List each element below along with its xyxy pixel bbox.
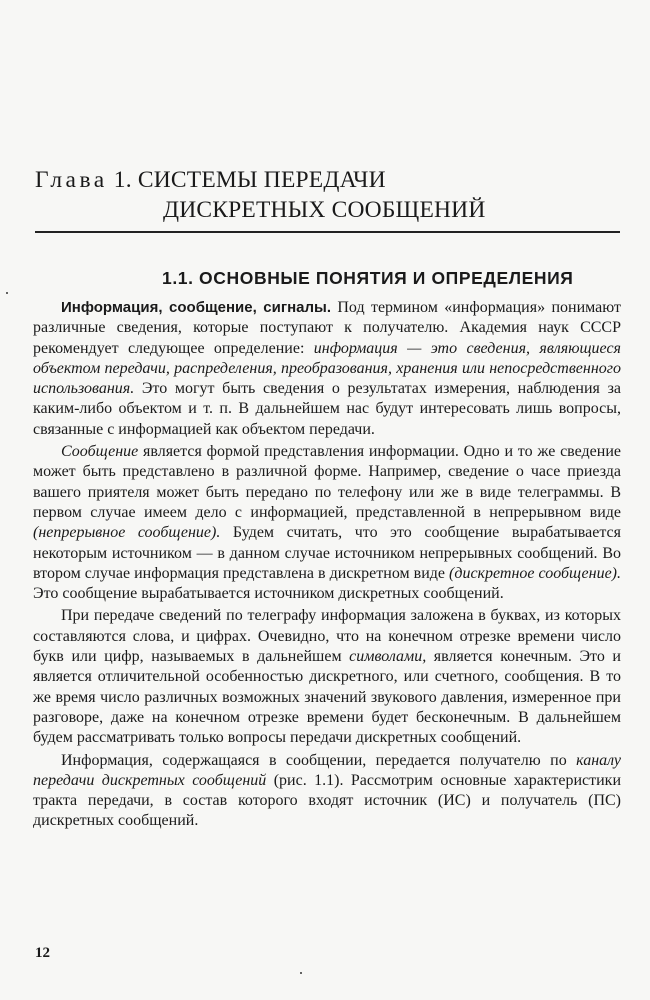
section-title: 1.1. ОСНОВНЫЕ ПОНЯТИЯ И ОПРЕДЕЛЕНИЯ xyxy=(162,268,574,288)
paragraph-2-text-a: является формой представления информации. Одно и то же сведение может быть представлено в различной форме. Например, сведение о часе приезда вашего приятеля может быть передано по телефону или же в виде телеграммы. В первом случае имеем дело с информацией, представленной в непрерывном виде xyxy=(33,443,621,521)
paragraph-3 xyxy=(33,606,621,748)
paragraph-4-italic-a: каналу передачи дискретных сообщений xyxy=(33,751,621,789)
paragraph-3-italic-a: символами, xyxy=(349,648,427,666)
scan-speck xyxy=(6,292,8,294)
paragraph-3-text-a: При передаче сведений по телеграфу информация заложена в буквах, из которых составляются слова, и цифрах. Очевидно, что на конечном отрезке времени число букв или цифр, называемых в дальнейшем xyxy=(33,607,621,666)
paragraph-1 xyxy=(33,298,621,440)
paragraph-1-text-b: Это могут быть сведения о результатах измерения, наблюдения за каким-либо объектом и т. п. В дальнейшем нас будут интересовать лишь вопросы, связанные с информацией как объектом передачи. xyxy=(33,380,621,438)
paragraph-4 xyxy=(33,751,621,832)
paragraph-2 xyxy=(33,442,621,604)
paragraph-4-text-b: (рис. 1.1). Рассмотрим основные характеристики тракта передачи, в состав которого входят источник (ИС) и получатель (ПС) дискретных сообщений. xyxy=(33,771,622,830)
paragraph-2-italic-b: (непрерывное сообщение). xyxy=(33,524,221,542)
paragraph-2-text-c: Это сообщение вырабатывается источником дискретных сообщений. xyxy=(33,585,504,603)
paragraph-1-definition: информация — это сведения, являющиеся объектом передачи, распределения, преобразования, хранения или непосредственного использования. xyxy=(33,339,621,398)
chapter-divider xyxy=(35,231,620,233)
paragraph-2-italic-a: Сообщение xyxy=(61,443,139,461)
paragraph-2-italic-c: (дискретное сообщение). xyxy=(449,564,621,582)
chapter-label: Глава xyxy=(35,167,108,193)
scan-speck xyxy=(300,972,302,974)
chapter-number: 1. xyxy=(113,167,132,193)
page-number: 12 xyxy=(35,945,50,961)
chapter-heading-line1 xyxy=(35,165,615,195)
paragraph-2-text-b: Будем считать, что это сообщение вырабатывается некоторым источником — в данном случае источником непрерывных сообщений. Во втором случае информация представлена в дискретном виде xyxy=(33,524,621,582)
chapter-heading xyxy=(35,165,615,225)
paragraph-4-text-a: Информация, содержащаяся в сообщении, передается получателю по xyxy=(61,751,577,769)
body-text xyxy=(33,298,621,834)
paragraph-3-text-b: является конечным. Это и является отличительной особенностью дискретного, или счетного, сообщения. В то же время число различных возможных значений звукового давления, измеренное при разговоре, даже на конечном отрезке времени будет бесконечным. В дальнейшем будем рассматривать только вопросы передачи дискретных сообщений. xyxy=(33,648,621,747)
paragraph-1-text-a: Под термином «информация» понимают различные сведения, которые поступают к получателю. Академия наук СССР рекомендует следующее определение: xyxy=(33,299,621,357)
chapter-title-line1: СИСТЕМЫ ПЕРЕДАЧИ xyxy=(137,167,386,193)
chapter-title-line2: ДИСКРЕТНЫХ СООБЩЕНИЙ xyxy=(163,197,486,223)
paragraph-1-lead: Информация, сообщение, сигналы. xyxy=(61,299,331,316)
